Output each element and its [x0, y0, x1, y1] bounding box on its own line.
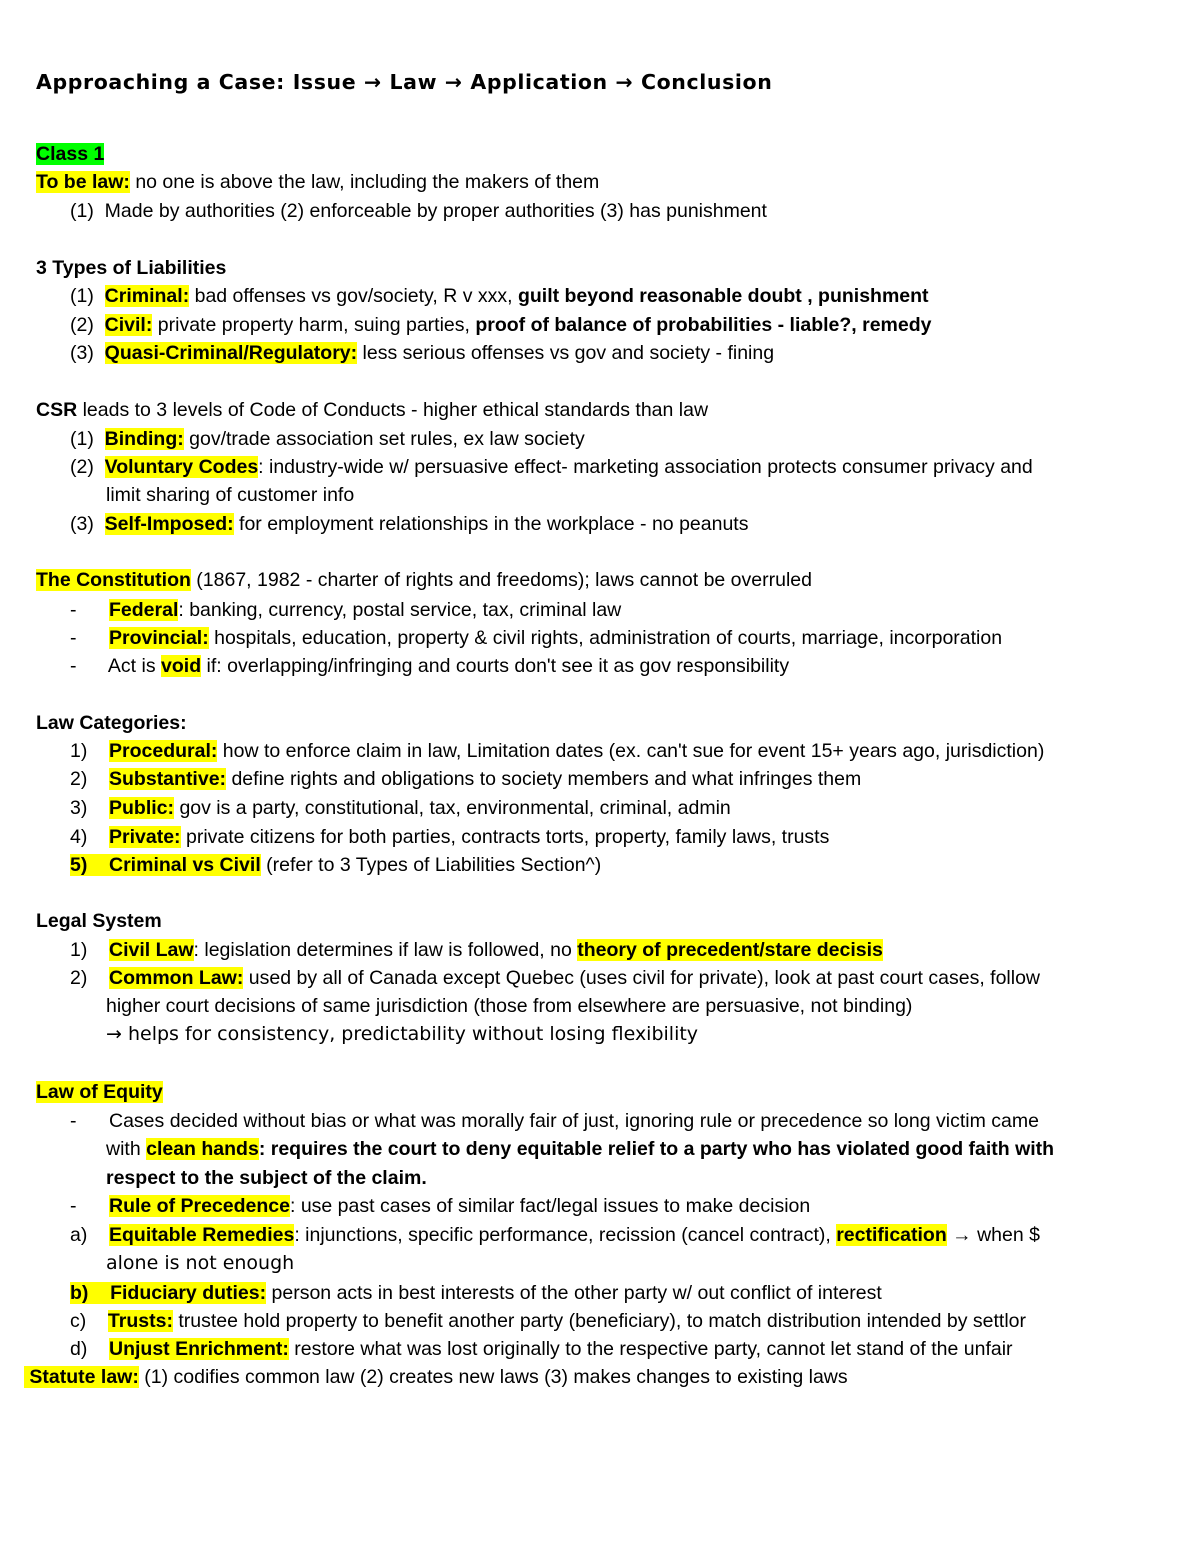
text-line	[0, 1249, 1200, 1277]
text-run: 2)	[70, 768, 110, 790]
text-line	[0, 396, 1200, 424]
text-run: trustee hold property to benefit another party (beneficiary), to match distribution intended by settlor	[172, 1310, 1026, 1332]
text-line	[0, 1107, 1200, 1135]
highlighted-term: Trusts:	[107, 1310, 173, 1332]
highlighted-term: Unjust Enrichment:	[109, 1338, 289, 1360]
text-run: 1)	[70, 939, 110, 961]
highlighted-term: Provincial:	[109, 627, 209, 649]
text-run: (3)	[70, 513, 105, 535]
text-line	[0, 453, 1200, 481]
highlighted-term: Voluntary Codes	[104, 456, 259, 478]
text-line	[0, 765, 1200, 793]
text-run: (1) codifies common law (2) creates new laws (3) makes changes to existing laws	[138, 1366, 848, 1388]
text-run: how to enforce claim in law, Limitation dates (ex. can't sue for event 15+ years ago, jurisdiction)	[217, 740, 1045, 762]
text-line	[0, 1135, 1200, 1163]
text-run: Approaching a Case: Issue → Law → Application → Conclusion	[36, 70, 773, 94]
text-run: (1867, 1982 - charter of rights and freedoms); laws cannot be overruled	[190, 569, 812, 591]
text-line	[0, 851, 1200, 879]
text-run: : use past cases of similar fact/legal issues to make decision	[289, 1195, 811, 1217]
text-run: with	[106, 1138, 147, 1160]
text-run: (refer to 3 Types of Liabilities Section^)	[260, 854, 602, 876]
text-line	[0, 1192, 1200, 1220]
text-line	[0, 1279, 1200, 1307]
highlighted-term: To be law:	[36, 171, 130, 193]
highlighted-term: Binding:	[104, 428, 184, 450]
text-run: (1)	[70, 285, 105, 307]
highlighted-term: b)	[70, 1282, 111, 1304]
text-line	[0, 596, 1200, 624]
text-run: : legislation determines if law is followed, no	[193, 939, 578, 961]
highlighted-term: Law of Equity	[36, 1081, 163, 1103]
text-run: 3)	[70, 797, 110, 819]
text-run: c)	[70, 1310, 108, 1332]
text-run: → helps for consistency, predictability without losing flexibility	[106, 1023, 699, 1045]
text-run: gov/trade association set rules, ex law society	[183, 428, 585, 450]
text-run: proof of balance of probabilities - liable?, remedy	[475, 314, 932, 336]
highlighted-term: clean hands	[146, 1138, 259, 1160]
highlighted-term: rectification	[836, 1224, 947, 1246]
text-run: private citizens for both parties, contracts torts, property, family laws, trusts	[180, 826, 830, 848]
text-run: 1)	[70, 740, 110, 762]
highlighted-term: The Constitution	[36, 569, 191, 591]
text-run: Law Categories:	[36, 712, 187, 734]
text-line	[0, 1335, 1200, 1363]
highlighted-term: theory of precedent/stare decisis	[577, 939, 883, 961]
highlighted-term: Equitable Remedies	[109, 1224, 295, 1246]
text-line	[0, 1363, 1200, 1391]
highlighted-term: Federal	[109, 599, 179, 621]
text-run: higher court decisions of same jurisdiction (those from elsewhere are persuasive, not binding)	[106, 995, 913, 1017]
text-run: if: overlapping/infringing and courts don't see it as gov responsibility	[201, 655, 790, 677]
highlighted-term: Criminal vs Civil	[109, 854, 261, 876]
highlighted-term: Rule of Precedence	[109, 1195, 290, 1217]
text-run: - Act is	[70, 655, 162, 677]
highlighted-term: Substantive:	[109, 768, 227, 790]
text-run: : banking, currency, postal service, tax, criminal law	[178, 599, 622, 621]
text-run: d)	[70, 1338, 110, 1360]
text-run: define rights and obligations to society members and what infringes them	[226, 768, 862, 790]
highlighted-term: Class 1	[36, 143, 105, 165]
text-run: → when $	[946, 1224, 1040, 1246]
text-line	[0, 1078, 1200, 1106]
text-run: hospitals, education, property & civil rights, administration of courts, marriage, incorporation	[208, 627, 1003, 649]
page-title	[0, 68, 1200, 96]
text-run: private property harm, suing parties,	[152, 314, 476, 336]
text-run: - Cases decided without bias or what was morally fair of just, ignoring rule or precedence so long victim came	[70, 1110, 1039, 1132]
text-line	[0, 311, 1200, 339]
text-line	[0, 282, 1200, 310]
text-run: alone is not enough	[106, 1252, 295, 1274]
text-run: : industry-wide w/ persuasive effect- marketing association protects consumer privacy and	[258, 456, 1033, 478]
text-line	[0, 964, 1200, 992]
highlighted-term: Procedural:	[109, 740, 218, 762]
text-line	[0, 140, 1200, 168]
text-run: : requires the court to deny equitable relief to a party who has violated good faith with	[258, 1138, 1055, 1160]
text-run: Legal System	[36, 910, 162, 932]
highlighted-term: 5)	[70, 854, 110, 876]
highlighted-term: Quasi-Criminal/Regulatory:	[104, 342, 358, 364]
highlighted-term: Private:	[109, 826, 181, 848]
text-line	[0, 168, 1200, 196]
text-line	[0, 481, 1200, 509]
text-line	[0, 1221, 1200, 1249]
highlighted-term: Fiduciary duties:	[110, 1282, 267, 1304]
text-line	[0, 339, 1200, 367]
highlighted-term: Public:	[109, 797, 175, 819]
text-line	[0, 936, 1200, 964]
text-line	[0, 254, 1200, 282]
text-run: 4)	[70, 826, 110, 848]
text-run: leads to 3 levels of Code of Conducts - higher ethical standards than law	[77, 399, 709, 421]
text-line	[0, 992, 1200, 1020]
text-line	[0, 624, 1200, 652]
text-run: person acts in best interests of the other party w/ out conflict of interest	[266, 1282, 882, 1304]
text-line	[0, 1020, 1200, 1048]
text-run: gov is a party, constitutional, tax, environmental, criminal, admin	[174, 797, 731, 819]
text-run: (3)	[70, 342, 105, 364]
text-run: respect to the subject of the claim.	[106, 1167, 427, 1189]
text-line	[0, 907, 1200, 935]
highlighted-term: void	[161, 655, 202, 677]
text-run: (2)	[70, 456, 105, 478]
highlighted-term: Criminal:	[104, 285, 190, 307]
text-run: 2)	[70, 967, 110, 989]
text-run: less serious offenses vs gov and society - fining	[357, 342, 775, 364]
highlighted-term: Common Law:	[109, 967, 244, 989]
text-run: -	[70, 599, 109, 621]
text-line	[0, 425, 1200, 453]
text-run: for employment relationships in the workplace - no peanuts	[233, 513, 749, 535]
text-line	[0, 566, 1200, 594]
text-line	[0, 510, 1200, 538]
text-run: -	[70, 1195, 109, 1217]
text-line	[0, 794, 1200, 822]
highlighted-term: Civil Law	[109, 939, 194, 961]
highlighted-term: Self-Imposed:	[104, 513, 234, 535]
highlighted-term: Civil:	[104, 314, 153, 336]
text-run: CSR	[36, 399, 78, 421]
text-line	[0, 709, 1200, 737]
text-run: a)	[70, 1224, 110, 1246]
highlighted-term: Statute law:	[24, 1366, 139, 1388]
text-run: (1)	[70, 428, 105, 450]
text-run: bad offenses vs gov/society, R v xxx,	[189, 285, 518, 307]
text-line	[0, 737, 1200, 765]
text-run: (1) Made by authorities (2) enforceable by proper authorities (3) has punishment	[70, 200, 767, 222]
text-run: limit sharing of customer info	[106, 484, 355, 506]
text-line	[0, 1164, 1200, 1192]
text-run: : injunctions, specific performance, recission (cancel contract),	[294, 1224, 837, 1246]
text-run: -	[70, 627, 109, 649]
text-run: no one is above the law, including the makers of them	[129, 171, 600, 193]
text-run: restore what was lost originally to the respective party, cannot let stand of the unfair	[288, 1338, 1013, 1360]
text-line	[0, 652, 1200, 680]
text-line	[0, 823, 1200, 851]
text-run: used by all of Canada except Quebec (uses civil for private), look at past court cases, follow	[243, 967, 1041, 989]
text-run: 3 Types of Liabilities	[36, 257, 227, 279]
text-line	[0, 197, 1200, 225]
text-run: (2)	[70, 314, 105, 336]
text-run: guilt beyond reasonable doubt , punishment	[517, 285, 929, 307]
text-line	[0, 1307, 1200, 1335]
